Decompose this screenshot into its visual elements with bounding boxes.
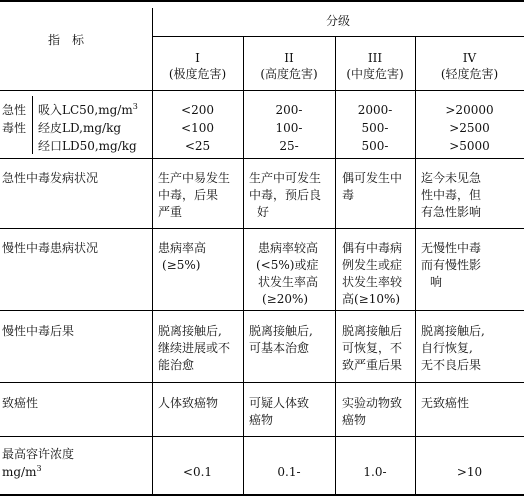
cell-line: 偶可发生中 <box>342 171 403 185</box>
acute-value: 2000- <box>357 103 393 117</box>
acute-value: 200- <box>275 103 303 117</box>
row-divider <box>0 228 524 229</box>
cell-line: 可疑人体致 <box>249 396 310 410</box>
cell-line: 中毒，预后良 <box>249 188 322 202</box>
row-divider <box>0 382 524 383</box>
classification-header: 分级 <box>325 14 350 28</box>
chronic-outcome-label: 慢性中毒后果 <box>2 324 75 338</box>
cell-line: 迄今未见急 <box>421 171 482 185</box>
cell-line: 状发生率较 <box>342 275 403 289</box>
level-numeral: I <box>195 51 200 65</box>
acute-value: 25- <box>279 139 299 153</box>
cell-line: 可基本治愈 <box>249 341 310 355</box>
cell-line: 人体致癌物 <box>158 396 219 410</box>
level-numeral: IV <box>462 51 477 65</box>
cell-line: 无致癌性 <box>421 396 470 410</box>
indicator-header: 指 标 <box>48 33 85 47</box>
cell-line: 脱离接触后 <box>342 324 403 338</box>
cell-line: 偶有中毒病 <box>342 241 403 255</box>
mac-label: 最高容许浓度 <box>2 447 75 461</box>
level-numeral: II <box>284 51 294 65</box>
cell-line: 实验动物致 <box>342 396 403 410</box>
acute-value: <25 <box>184 139 211 153</box>
acute-value: >2500 <box>449 121 490 135</box>
cell-line: 状发生率高 <box>258 275 319 289</box>
mac-value: 1.0- <box>363 465 387 479</box>
dermal-ld-label: 经皮LD,mg/kg <box>38 121 122 135</box>
cell-line: 癌物 <box>249 413 274 427</box>
row-divider <box>0 310 524 311</box>
cell-line: 中毒，后果 <box>158 188 219 202</box>
acute-value: <100 <box>181 121 214 135</box>
cell-line: 自行恢复, <box>421 341 473 355</box>
mac-value: 0.1- <box>277 465 301 479</box>
acute-toxicity-group-label: 毒性 <box>2 121 27 135</box>
cell-line: 高(≥10%) <box>342 292 401 306</box>
mac-value: <0.1 <box>182 465 213 479</box>
acute-poisoning-label: 急性中毒发病状况 <box>2 171 99 185</box>
cell-line: 而有慢性影 <box>421 258 482 272</box>
cell-line: 例发生或症 <box>342 258 403 272</box>
header-divider <box>152 36 524 37</box>
acute-value: 500- <box>361 139 389 153</box>
chronic-poisoning-label: 慢性中毒患病状况 <box>2 241 99 255</box>
cell-line: 可恢复，不 <box>342 341 403 355</box>
cell-line: 脱离接触后, <box>249 324 313 338</box>
acute-value: 100- <box>275 121 303 135</box>
table-top-rule <box>0 0 524 2</box>
cell-line: 患病率较高 <box>258 241 319 255</box>
acute-group-divider <box>32 96 33 154</box>
level-description: (轻度危害) <box>440 67 499 81</box>
cell-line: 生产中可发生 <box>249 171 322 185</box>
cell-line: 性中毒，但 <box>421 188 482 202</box>
level-description: (极度危害) <box>168 67 227 81</box>
cell-line: 致严重后果 <box>342 358 403 372</box>
level-numeral: III <box>367 51 383 65</box>
cell-line: 癌物 <box>342 413 367 427</box>
cell-line: 有急性影响 <box>421 205 482 219</box>
oral-ld50-label: 经口LD50,mg/kg <box>38 139 137 153</box>
cell-line: 能治愈 <box>158 358 195 372</box>
acute-value: <200 <box>181 103 214 117</box>
cell-line: 无慢性中毒 <box>421 241 482 255</box>
acute-value: >20000 <box>445 103 494 117</box>
acute-value: >5000 <box>449 139 490 153</box>
cell-line: 好 <box>257 205 270 219</box>
cell-line: 无不良后果 <box>421 358 482 372</box>
cell-line: 继续进展或不 <box>158 341 231 355</box>
cell-line: (≥5%) <box>162 258 201 272</box>
level-description: (高度危害) <box>260 67 318 81</box>
cell-line: 严重 <box>158 205 183 219</box>
mac-value: >10 <box>456 465 483 479</box>
cell-line: 毒 <box>342 188 355 202</box>
header-bottom-rule <box>0 90 524 91</box>
mac-unit: $mg/m^3$ <box>2 464 42 479</box>
row-divider <box>0 436 524 437</box>
cell-line: 患病率高 <box>158 241 207 255</box>
cell-line: 脱离接触后, <box>158 324 222 338</box>
level-description: (中度危害) <box>346 67 404 81</box>
table-bottom-rule <box>0 494 524 496</box>
cell-line: (<5%)或症 <box>256 258 319 272</box>
carcinogenicity-label: 致癌性 <box>2 396 39 410</box>
inhalation-lc50-label: 吸入$LC50,mg/m^3$ <box>38 102 138 117</box>
acute-toxicity-group-label: 急性 <box>2 103 27 117</box>
row-divider <box>0 158 524 159</box>
cell-line: 脱离接触后, <box>421 324 485 338</box>
cell-line: 生产中易发生 <box>158 171 231 185</box>
acute-value: 500- <box>361 121 389 135</box>
cell-line: (≥20%) <box>262 292 309 306</box>
cell-line: 响 <box>430 275 443 289</box>
